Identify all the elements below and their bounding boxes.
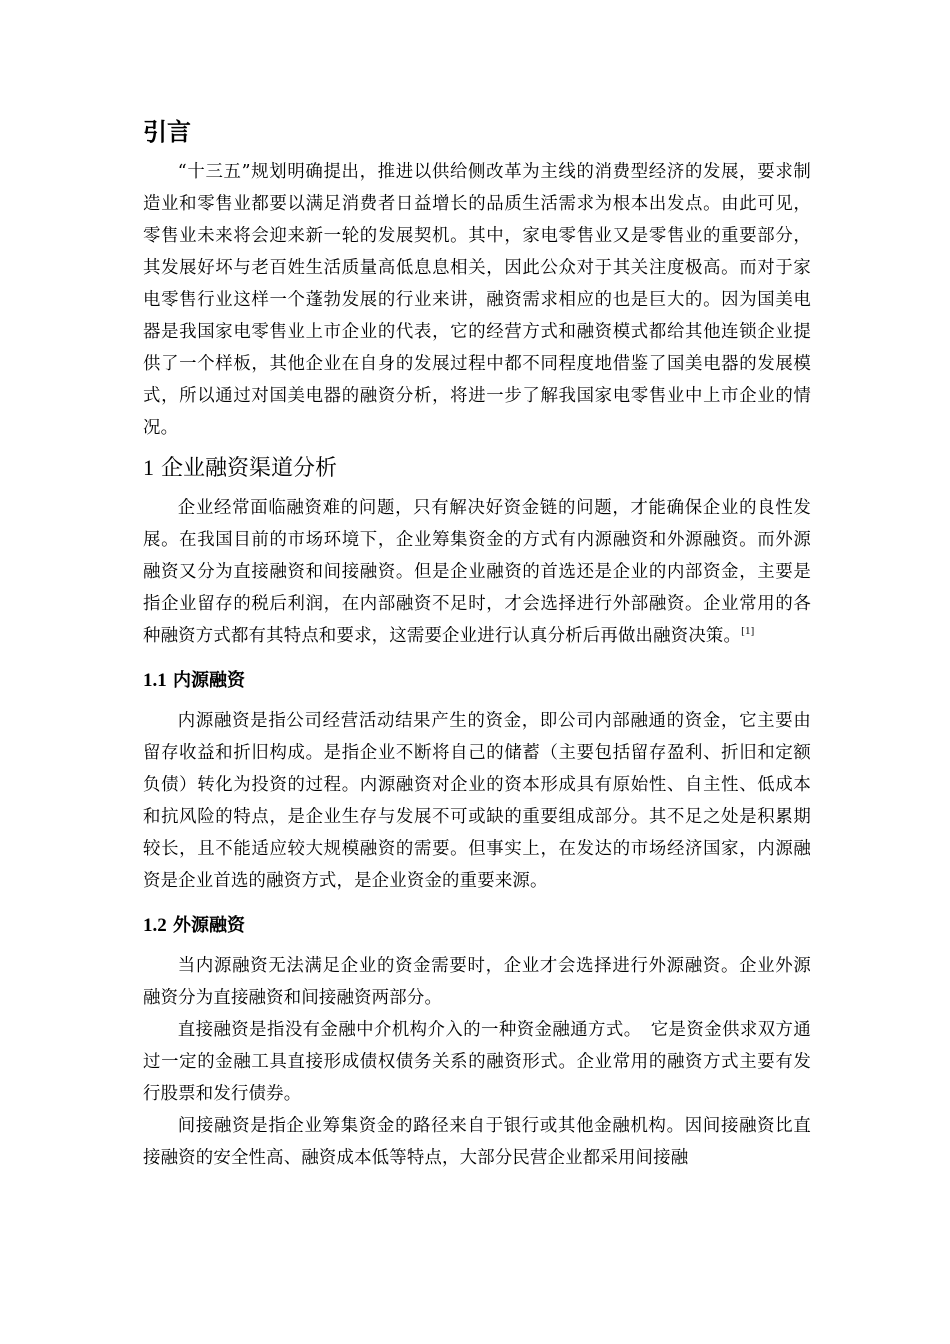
intro-heading: 引言 bbox=[143, 118, 191, 146]
section-1-paragraph bbox=[143, 492, 811, 652]
intro-paragraph: “十三五”规划明确提出，推进以供给侧改革为主线的消费型经济的发展，要求制造业和零售业都要以满足消费者日益增长的品质生活需求为根本出发点。由此可见，零售业未来将会迎来新一轮的发展契机。其中，家电零售业又是零售业的重要部分，其发展好坏与老百姓生活质量高低息息相关，因此公众对于其关注度极高。而对于家电零售行业这样一个蓬勃发展的行业来讲，融资需求相应的也是巨大的。因为国美电器是我国家电零售业上市企业的代表，它的经营方式和融资模式都给其他连锁企业提供了一个样板，其他企业在自身的发展过程中都不同程度地借鉴了国美电器的发展模式，所以通过对国美电器的融资分析，将进一步了解我国家电零售业中上市企业的情况。 bbox=[143, 162, 811, 438]
section-1-1-paragraph: 内源融资是指公司经营活动结果产生的资金，即公司内部融通的资金，它主要由留存收益和折旧构成。是指企业不断将自己的储蓄（主要包括留存盈利、折旧和定额负债）转化为投资的过程。内源融资对企业的资本形成具有原始性、自主性、低成本和抗风险的特点，是企业生存与发展不可或缺的重要组成部分。其不足之处是积累期较长，且不能适应较大规模融资的需要。但事实上，在发达的市场经济国家，内源融资是企业首选的融资方式，是企业资金的重要来源。 bbox=[143, 711, 811, 891]
section-1-number: 1 bbox=[143, 455, 154, 480]
section-1-2-number: 1.2 bbox=[143, 915, 167, 936]
section-1-heading bbox=[143, 451, 811, 486]
section-1-1-heading bbox=[143, 665, 811, 697]
section-1-1-title: 内源融资 bbox=[173, 670, 246, 691]
section-1-title: 企业融资渠道分析 bbox=[161, 456, 338, 481]
section-1-2-title: 外源融资 bbox=[173, 915, 246, 936]
citation-ref: [1] bbox=[741, 625, 755, 638]
section-1-2-paragraph-2: 直接融资是指没有金融中介机构介入的一种资金融通方式。 它是资金供求双方通过一定的金融工具直接形成债权债务关系的融资形式。企业常用的融资方式主要有发行股票和发行债券。 bbox=[143, 1020, 811, 1104]
document-page bbox=[143, 112, 811, 1174]
section-1-2-paragraph-3: 间接融资是指企业筹集资金的路径来自于银行或其他金融机构。因间接融资比直接融资的安全性高、融资成本低等特点，大部分民营企业都采用间接融 bbox=[143, 1116, 811, 1168]
section-1-2-paragraph-1: 当内源融资无法满足企业的资金需要时，企业才会选择进行外源融资。企业外源融资分为直接融资和间接融资两部分。 bbox=[143, 956, 811, 1008]
section-1-1-number: 1.1 bbox=[143, 670, 167, 691]
section-1-text: 企业经常面临融资难的问题，只有解决好资金链的问题，才能确保企业的良性发展。在我国目前的市场环境下，企业筹集资金的方式有内源融资和外源融资。而外源融资又分为直接融资和间接融资。但是企业融资的首选还是企业的内部资金，主要是指企业留存的税后利润，在内部融资不足时，才会选择进行外部融资。企业常用的各种融资方式都有其特点和要求，这需要企业进行认真分析后再做出融资决策。 bbox=[143, 498, 811, 646]
section-1-2-heading bbox=[143, 910, 811, 942]
